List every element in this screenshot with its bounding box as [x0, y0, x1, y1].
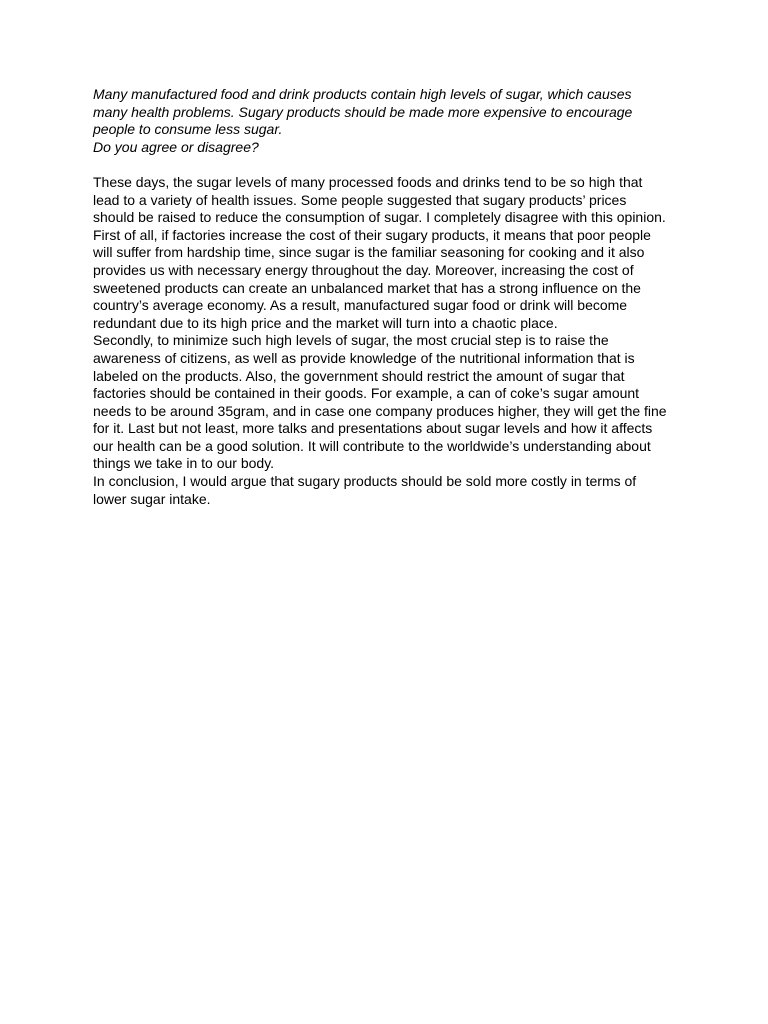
essay-line: factories should be contained in their goods. For example, a can of coke’s sugar amount — [93, 385, 640, 402]
essay-line: for it. Last but not least, more talks and presentations about sugar levels and how it affects — [93, 420, 653, 437]
essay-body — [93, 174, 693, 508]
essay-line: lower sugar intake. — [93, 490, 211, 507]
essay-line: country’s average economy. As a result, manufactured sugar food or drink will become — [93, 297, 628, 314]
essay-line: our health can be a good solution. It will contribute to the worldwide’s understanding about — [93, 437, 651, 454]
prompt-line: many health problems. Sugary products should be made more expensive to encourage — [93, 103, 633, 120]
essay-line: provides us with necessary energy throughout the day. Moreover, increasing the cost of — [93, 261, 634, 278]
prompt-line: Many manufactured food and drink products contain high levels of sugar, which causes — [93, 86, 632, 102]
essay-line: should be raised to reduce the consumption of sugar. I completely disagree with this opinion. — [93, 209, 666, 226]
essay-line: lead to a variety of health issues. Some people suggested that sugary products’ prices — [93, 191, 627, 208]
document-page — [93, 86, 693, 508]
essay-line: will suffer from hardship time, since sugar is the familiar seasoning for cooking and it also — [93, 244, 645, 261]
essay-line: First of all, if factories increase the cost of their sugary products, it means that poor people — [93, 226, 651, 243]
essay-line: awareness of citizens, as well as provide knowledge of the nutritional information that is — [93, 349, 635, 366]
essay-line: things we take in to our body. — [93, 455, 275, 472]
essay-line: These days, the sugar levels of many processed foods and drinks tend to be so high that — [93, 173, 643, 190]
essay-line: redundant due to its high price and the market will turn into a chaotic place. — [93, 314, 558, 331]
essay-line: labeled on the products. Also, the government should restrict the amount of sugar that — [93, 367, 625, 384]
essay-line: needs to be around 35gram, and in case one company produces higher, they will get the fine — [93, 402, 667, 419]
essay-line: sweetened products can create an unbalanced market that has a strong influence on the — [93, 279, 641, 296]
prompt-question: Do you agree or disagree? — [93, 138, 259, 155]
paragraph-gap — [93, 156, 693, 174]
essay-line: In conclusion, I would argue that sugary products should be sold more costly in terms of — [93, 473, 637, 490]
prompt-line: people to consume less sugar. — [93, 121, 283, 138]
essay-prompt — [93, 86, 693, 156]
essay-line: Secondly, to minimize such high levels of sugar, the most crucial step is to raise the — [93, 332, 609, 349]
